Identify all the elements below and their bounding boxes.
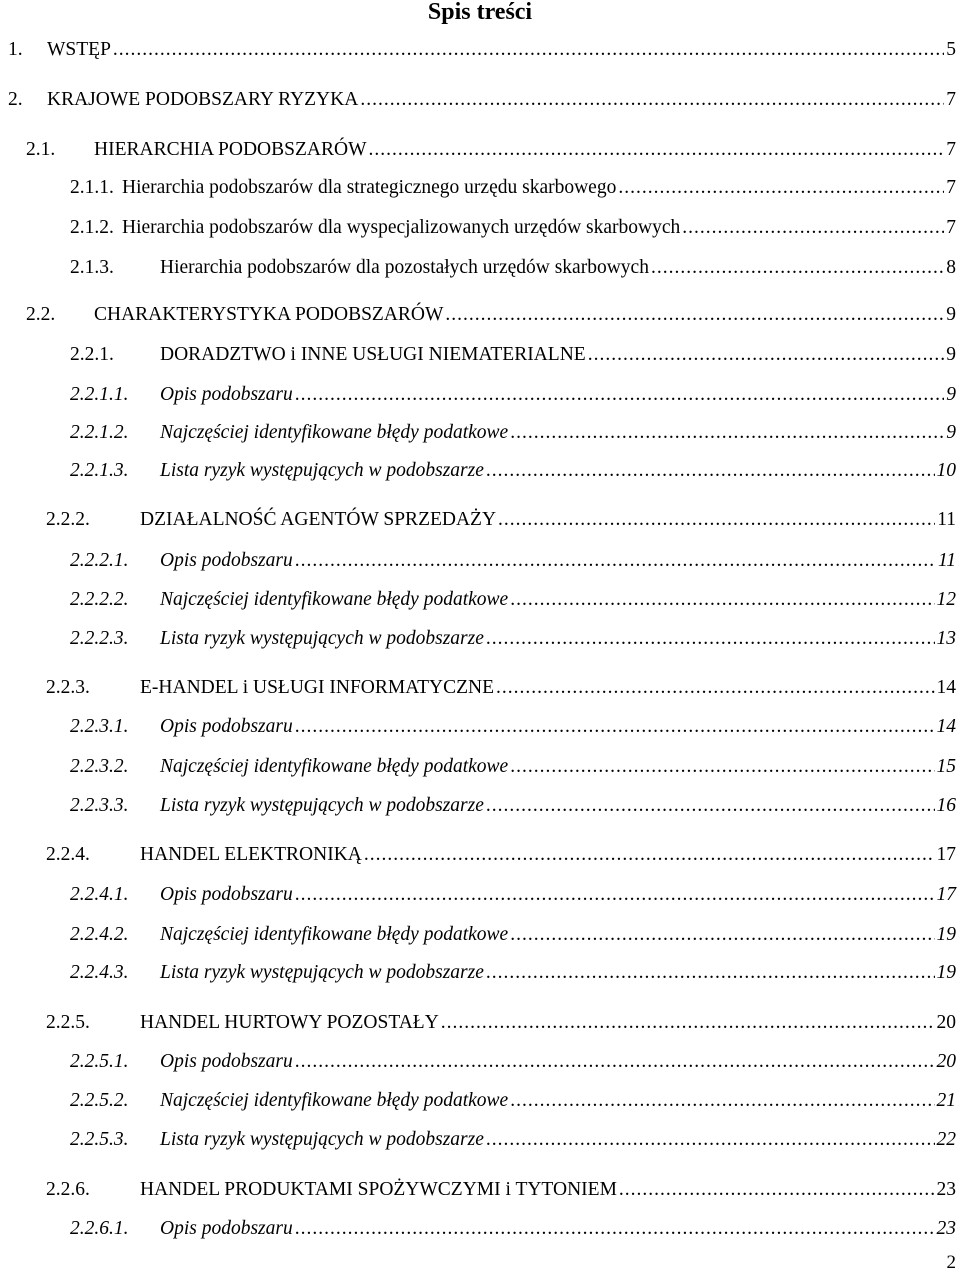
dot-leader <box>486 958 935 988</box>
toc-entry-number: 2.2. <box>26 304 56 325</box>
toc-entry-page: 15 <box>936 756 956 777</box>
dot-leader <box>295 880 935 910</box>
toc-entry-number: 2.2.2. <box>46 509 90 530</box>
dot-leader <box>486 624 935 654</box>
dot-leader <box>496 673 934 703</box>
dot-leader <box>588 340 945 370</box>
toc-entry-title[interactable]: Opis podobszaru <box>160 1218 293 1239</box>
toc-entry[interactable] <box>0 791 960 821</box>
toc-entry-number: 2.2.2.2. <box>70 589 129 610</box>
toc-entry-title[interactable]: HANDEL ELEKTRONIKĄ <box>140 844 362 865</box>
dot-leader <box>510 752 934 782</box>
toc-entry[interactable] <box>0 1086 960 1116</box>
toc-entry[interactable] <box>0 456 960 486</box>
toc-entry[interactable] <box>0 958 960 988</box>
dot-leader <box>498 505 935 535</box>
toc-entry[interactable] <box>0 546 960 576</box>
toc-entry-number: 1. <box>8 39 23 60</box>
dot-leader <box>510 1086 934 1116</box>
dot-leader <box>510 920 934 950</box>
dot-leader <box>445 300 944 330</box>
toc-entry-title[interactable]: KRAJOWE PODOBSZARY RYZYKA <box>47 89 359 110</box>
toc-entry-title[interactable]: DZIAŁALNOŚĆ AGENTÓW SPRZEDAŻY <box>140 509 497 530</box>
toc-entry-page: 9 <box>946 384 956 405</box>
toc-entry-title[interactable]: Opis podobszaru <box>160 384 293 405</box>
toc-entry[interactable] <box>0 920 960 950</box>
toc-entry-title[interactable]: Opis podobszaru <box>160 1051 293 1072</box>
toc-entry-page: 7 <box>946 139 956 160</box>
toc-entry[interactable] <box>0 840 960 870</box>
toc-entry[interactable] <box>0 340 960 370</box>
toc-entry-title[interactable]: Opis podobszaru <box>160 550 293 571</box>
toc-entry-title[interactable]: WSTĘP <box>47 39 111 60</box>
toc-entry-page: 11 <box>937 550 956 571</box>
toc-entry-title[interactable]: Lista ryzyk występujących w podobszarze <box>160 460 484 481</box>
dot-leader <box>618 173 944 203</box>
toc-entry[interactable] <box>0 1125 960 1155</box>
toc-entry[interactable] <box>0 300 960 330</box>
toc-entry-page: 19 <box>936 962 956 983</box>
dot-leader <box>368 135 944 165</box>
toc-entry[interactable] <box>0 253 960 283</box>
toc-entry-page: 7 <box>946 89 956 110</box>
dot-leader <box>295 1047 935 1077</box>
toc-entry-number: 2.2.6.1. <box>70 1218 129 1239</box>
toc-entry-number: 2.2.2.3. <box>70 628 129 649</box>
toc-entry[interactable] <box>0 1047 960 1077</box>
toc-entry-page: 14 <box>936 716 956 737</box>
toc-entry-page: 21 <box>936 1090 956 1111</box>
toc-entry-title[interactable]: HIERARCHIA PODOBSZARÓW <box>94 139 367 160</box>
toc-entry[interactable] <box>0 35 960 65</box>
page-title: Spis treści <box>427 0 533 25</box>
dot-leader <box>295 546 936 576</box>
toc-entry-page: 9 <box>946 422 956 443</box>
toc-entry-page: 7 <box>946 217 956 238</box>
toc-entry-title[interactable]: HANDEL HURTOWY POZOSTAŁY <box>140 1012 439 1033</box>
dot-leader <box>651 253 944 283</box>
toc-entry-number: 2.2.4.1. <box>70 884 129 905</box>
dot-leader <box>510 418 944 448</box>
toc-entry-title[interactable]: Opis podobszaru <box>160 884 293 905</box>
toc-entry[interactable] <box>0 1008 960 1038</box>
toc-entry-page: 17 <box>936 844 956 865</box>
toc-entry-title[interactable]: Najczęściej identyfikowane błędy podatkowe <box>160 756 509 777</box>
toc-entry-title[interactable]: HANDEL PRODUKTAMI SPOŻYWCZYMI i TYTONIEM <box>140 1179 617 1200</box>
dot-leader <box>295 380 945 410</box>
toc-entry-number: 2.2.1.1. <box>70 384 129 405</box>
toc-entry-title[interactable]: Hierarchia podobszarów dla pozostałych urzędów skarbowych <box>160 257 649 278</box>
toc-entry-page: 19 <box>936 924 956 945</box>
toc-entry-page: 14 <box>936 677 956 698</box>
toc-entry[interactable] <box>0 1214 960 1244</box>
toc-entry-number: 2.2.3. <box>46 677 90 698</box>
toc-entry[interactable] <box>0 505 960 535</box>
toc-entry-number: 2.2.4.3. <box>70 962 129 983</box>
toc-entry-page: 7 <box>946 177 956 198</box>
toc-entry[interactable] <box>0 880 960 910</box>
toc-entry-title[interactable]: Lista ryzyk występujących w podobszarze <box>160 795 484 816</box>
toc-entry-title[interactable]: Najczęściej identyfikowane błędy podatkowe <box>160 589 509 610</box>
toc-entry-number: 2.2.5.1. <box>70 1051 129 1072</box>
dot-leader <box>619 1175 935 1205</box>
toc-entry-page: 13 <box>936 628 956 649</box>
toc-entry-number: 2.2.3.3. <box>70 795 129 816</box>
toc-entry[interactable] <box>0 85 960 115</box>
toc-entry-number: 2.1.3. <box>70 257 114 278</box>
toc-entry-number: 2.2.3.1. <box>70 716 129 737</box>
toc-entry-title[interactable]: Najczęściej identyfikowane błędy podatkowe <box>160 422 509 443</box>
toc-entry-number: 2.2.1. <box>70 344 114 365</box>
toc-entry-title[interactable]: Opis podobszaru <box>160 716 293 737</box>
toc-entry-page: 20 <box>936 1012 956 1033</box>
toc-entry-number: 2.2.6. <box>46 1179 90 1200</box>
toc-entry-title[interactable]: Hierarchia podobszarów dla strategicznego urzędu skarbowego <box>122 177 617 198</box>
toc-entry-title[interactable]: Lista ryzyk występujących w podobszarze <box>160 1129 484 1150</box>
toc-entry-page: 16 <box>936 795 956 816</box>
dot-leader <box>364 840 935 870</box>
toc-entry-number: 2.2.5. <box>46 1012 90 1033</box>
dot-leader <box>295 1214 935 1244</box>
toc-entry[interactable] <box>0 585 960 615</box>
toc-entry-page: 9 <box>946 304 956 325</box>
toc-entry-page: 8 <box>946 257 956 278</box>
dot-leader <box>295 712 935 742</box>
toc-entry-number: 2.2.4.2. <box>70 924 129 945</box>
toc-entry-number: 2.2.1.3. <box>70 460 129 481</box>
toc-entry-title[interactable]: DORADZTWO i INNE USŁUGI NIEMATERIALNE <box>160 344 586 365</box>
toc-entry-page: 20 <box>936 1051 956 1072</box>
toc-entry[interactable] <box>0 213 960 243</box>
toc-entry-number: 2.2.5.2. <box>70 1090 129 1111</box>
toc-entry-title[interactable]: Hierarchia podobszarów dla wyspecjalizowanych urzędów skarbowych <box>122 217 681 238</box>
dot-leader <box>682 213 944 243</box>
dot-leader <box>113 35 944 65</box>
toc-entry[interactable] <box>0 418 960 448</box>
toc-entry-number: 2.2.4. <box>46 844 90 865</box>
toc-entry-page: 5 <box>946 39 956 60</box>
dot-leader <box>441 1008 935 1038</box>
toc-entry-title[interactable]: Najczęściej identyfikowane błędy podatkowe <box>160 924 509 945</box>
toc-entry-page: 10 <box>936 460 956 481</box>
toc-entry-number: 2.1.1. <box>70 177 114 198</box>
dot-leader <box>510 585 934 615</box>
toc-entry[interactable] <box>0 135 960 165</box>
toc-entry-title[interactable]: Najczęściej identyfikowane błędy podatkowe <box>160 1090 509 1111</box>
toc-entry-page: 17 <box>936 884 956 905</box>
toc-entry-page: 11 <box>937 509 956 530</box>
toc-entry-page: 23 <box>936 1218 956 1239</box>
toc-entry-title[interactable]: CHARAKTERYSTYKA PODOBSZARÓW <box>94 304 444 325</box>
toc-entry-number: 2. <box>8 89 23 110</box>
toc-entry-title[interactable]: E-HANDEL i USŁUGI INFORMATYCZNE <box>140 677 495 698</box>
toc-entry[interactable] <box>0 752 960 782</box>
toc-entry-page: 23 <box>936 1179 956 1200</box>
toc-entry[interactable] <box>0 1175 960 1205</box>
toc-entry[interactable] <box>0 624 960 654</box>
toc-entry-number: 2.2.1.2. <box>70 422 129 443</box>
toc-entry-page: 9 <box>946 344 956 365</box>
dot-leader <box>486 456 935 486</box>
page-number: 2 <box>946 1252 956 1273</box>
toc-entry[interactable] <box>0 380 960 410</box>
toc-entry[interactable] <box>0 712 960 742</box>
toc-entry-page: 12 <box>936 589 956 610</box>
toc-entry-number: 2.1. <box>26 139 56 160</box>
dot-leader <box>486 791 935 821</box>
dot-leader <box>486 1125 935 1155</box>
toc-entry-number: 2.2.2.1. <box>70 550 129 571</box>
toc-entry-title[interactable]: Lista ryzyk występujących w podobszarze <box>160 628 484 649</box>
toc-entry-title[interactable]: Lista ryzyk występujących w podobszarze <box>160 962 484 983</box>
toc-entry-number: 2.1.2. <box>70 217 114 238</box>
toc-entry-number: 2.2.5.3. <box>70 1129 129 1150</box>
toc-entry[interactable] <box>0 673 960 703</box>
toc-entry-page: 22 <box>936 1129 956 1150</box>
toc-entry[interactable] <box>0 173 960 203</box>
dot-leader <box>360 85 944 115</box>
toc-entry-number: 2.2.3.2. <box>70 756 129 777</box>
